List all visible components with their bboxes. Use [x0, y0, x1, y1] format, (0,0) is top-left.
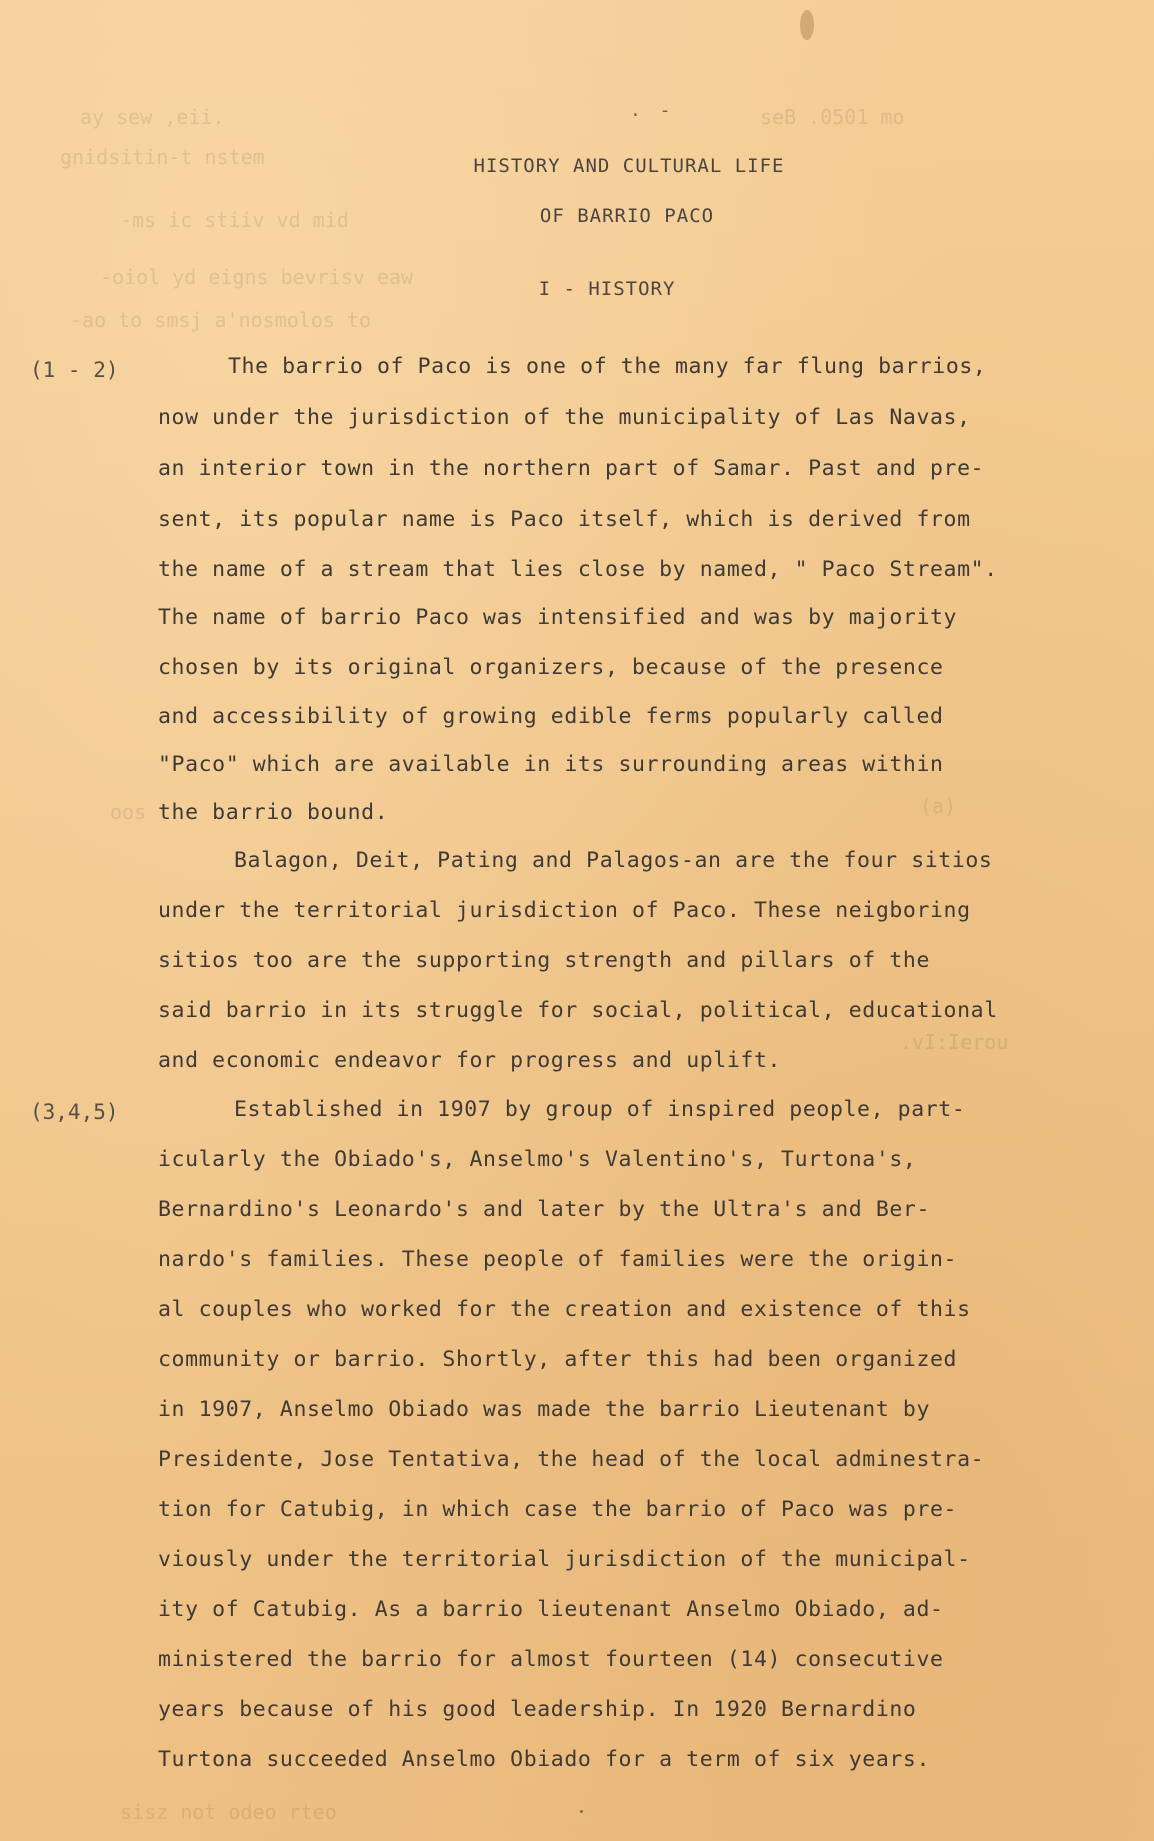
body-text-line: the name of a stream that lies close by named, " Paco Stream". [158, 557, 998, 582]
body-text-line: and accessibility of growing edible ferms popularly called [158, 704, 944, 729]
document-subtitle: OF BARRIO PACO [539, 205, 715, 227]
body-text-line: Bernardino's Leonardo's and later by the Ultra's and Ber- [158, 1197, 931, 1222]
body-text-line: years because of his good leadership. In 1920 Bernardino [158, 1697, 917, 1722]
body-text-line: and economic endeavor for progress and uplift. [158, 1048, 782, 1073]
body-text-line: "Paco" which are available in its surrounding areas within [158, 752, 944, 777]
section-heading: I - HISTORY [538, 278, 676, 300]
body-text-line: The barrio of Paco is one of the many far flung barrios, [228, 354, 987, 379]
margin-note: (1 - 2) [30, 358, 119, 382]
margin-note: (3,4,5) [30, 1100, 119, 1124]
body-text-line: ity of Catubig. As a barrio lieutenant Anselmo Obiado, ad- [158, 1597, 944, 1622]
body-text-line: sitios too are the supporting strength and pillars of the [158, 948, 931, 973]
body-text-line: under the territorial jurisdiction of Paco. These neigboring [158, 898, 971, 923]
body-text-line: nardo's families. These people of families were the origin- [158, 1247, 958, 1272]
body-text-line: viously under the territorial jurisdiction of the municipal- [158, 1547, 971, 1572]
body-text-line: Turtona succeeded Anselmo Obiado for a term of six years. [158, 1747, 931, 1772]
body-text-line: community or barrio. Shortly, after this had been organized [158, 1347, 958, 1372]
body-text-line: said barrio in its struggle for social, political, educational [158, 998, 998, 1023]
body-text-line: al couples who worked for the creation and existence of this [158, 1297, 971, 1322]
body-text-line: chosen by its original organizers, because of the presence [158, 655, 944, 680]
body-text-line: icularly the Obiado's, Anselmo's Valentino's, Turtona's, [158, 1147, 917, 1172]
document-title: HISTORY AND CULTURAL LIFE [473, 155, 785, 177]
body-text-line: now under the jurisdiction of the municipality of Las Navas, [158, 405, 971, 430]
body-text-line: The name of barrio Paco was intensified and was by majority [158, 605, 958, 630]
body-text-line: Balagon, Deit, Pating and Palagos-an are the four sitios [234, 848, 993, 873]
bleed-through-text: ay sew ,eii. seB .0501 mo gnidsitin-t nstem -ms ic stiiv vd mid -oiol yd eigns bevrisv eaw -ao to smsj a'nosmolos to oos (a) .vI:Ierou sisz not odeo rteo [60, 105, 1009, 1824]
body-text-line: Established in 1907 by group of inspired people, part- [234, 1097, 966, 1122]
body-text-line: tion for Catubig, in which case the barrio of Paco was pre- [158, 1497, 958, 1522]
page-header-mark: . - [630, 100, 675, 121]
body-text-line: Presidente, Jose Tentativa, the head of the local adminestra- [158, 1447, 985, 1472]
body-text-line: sent, its popular name is Paco itself, which is derived from [158, 507, 971, 532]
paper-smudge [580, 1810, 583, 1813]
body-text-line: an interior town in the northern part of Samar. Past and pre- [158, 456, 985, 481]
body-text-line: the barrio bound. [158, 800, 389, 825]
body-text-line: ministered the barrio for almost fourteen (14) consecutive [158, 1647, 944, 1672]
body-text-line: in 1907, Anselmo Obiado was made the barrio Lieutenant by [158, 1397, 931, 1422]
ink-stain [800, 10, 814, 40]
